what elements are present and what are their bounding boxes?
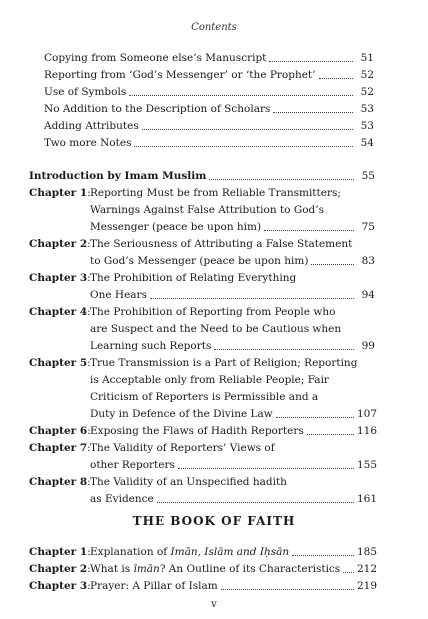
toc-page-number: 51	[360, 52, 374, 64]
toc-item-title: Adding Attributes	[44, 120, 139, 132]
toc-page-number: 212	[357, 563, 378, 575]
dot-leader	[343, 572, 354, 573]
dot-leader	[311, 264, 354, 265]
dot-leader	[273, 112, 353, 113]
toc-item-title: Introduction by Imam Muslim	[29, 170, 207, 182]
toc-item-two-notes[interactable]	[44, 137, 374, 150]
toc-item-title: Copying from Someone else’s Manuscript	[44, 52, 267, 64]
faith-chapter-3[interactable]: Prayer: A Pillar of Islam 219	[90, 580, 378, 592]
chapter-label: Chapter 1:	[29, 546, 91, 558]
toc-page-number: 83	[361, 255, 375, 267]
toc-introduction[interactable]	[29, 170, 375, 183]
dot-leader	[129, 95, 353, 96]
toc-page-number: 185	[357, 546, 378, 558]
chapter-6-line-1[interactable]: Exposing the Flaws of Hadith Reporters 116	[90, 425, 378, 437]
chapter-7-line-1[interactable]: The Validity of Reporters’ Views of	[90, 442, 275, 454]
toc-page-number: 116	[357, 425, 378, 437]
dot-leader	[276, 417, 354, 418]
chapter-label: Chapter 4:	[29, 306, 91, 318]
chapter-7-line-2[interactable]: other Reporters 155	[90, 459, 378, 471]
chapter-1-line-1[interactable]: Reporting Must be from Reliable Transmitters;	[90, 187, 341, 199]
toc-item-copying[interactable]	[44, 52, 374, 65]
chapter-1-line-3[interactable]: Messenger (peace be upon him) 75	[90, 221, 375, 233]
dot-leader	[134, 146, 353, 147]
running-head: Contents	[191, 22, 237, 33]
toc-item-title: Reporting from ‘God’s Messenger’ or ‘the Prophet’	[44, 69, 316, 81]
toc-item-title: Two more Notes	[44, 137, 132, 149]
toc-item-title: Use of Symbols	[44, 86, 127, 98]
page-folio: v	[211, 599, 217, 610]
chapter-5-line-1[interactable]: True Transmission is a Part of Religion; Reporting	[90, 357, 358, 369]
toc-item-reporting-messenger[interactable]	[44, 69, 374, 82]
dot-leader	[269, 61, 353, 62]
chapter-5-line-3[interactable]: Criticism of Reporters is Permissible and a	[90, 391, 319, 403]
chapter-label: Chapter 3:	[29, 580, 91, 592]
faith-chapter-1[interactable]: Explanation of Imān, Islām and Iḥsān 185	[90, 546, 378, 558]
toc-page-number: 75	[361, 221, 375, 233]
dot-leader	[157, 502, 354, 503]
toc-item-symbols[interactable]	[44, 86, 374, 99]
section-heading-book-of-faith: THE BOOK OF FAITH	[132, 514, 296, 528]
toc-page-number: 219	[357, 580, 378, 592]
chapter-4-line-1[interactable]: The Prohibition of Reporting from People who	[90, 306, 336, 318]
chapter-label: Chapter 5:	[29, 357, 91, 369]
toc-page-number: 54	[360, 137, 374, 149]
chapter-label: Chapter 3:	[29, 272, 91, 284]
chapter-3-line-2[interactable]: One Hears 94	[90, 289, 375, 301]
chapter-label: Chapter 7:	[29, 442, 91, 454]
dot-leader	[209, 179, 354, 180]
faith-chapter-2[interactable]: What is īmān? An Outline of its Characteristics 212	[90, 563, 378, 575]
toc-page-number: 107	[357, 408, 378, 420]
chapter-5-line-4[interactable]: Duty in Defence of the Divine Law 107	[90, 408, 378, 420]
dot-leader	[221, 589, 354, 590]
toc-page-number: 99	[361, 340, 375, 352]
chapter-2-line-2[interactable]: to God’s Messenger (peace be upon him) 83	[90, 255, 375, 267]
dot-leader	[150, 298, 354, 299]
chapter-4-line-2[interactable]: are Suspect and the Need to be Cautious when	[90, 323, 342, 335]
chapter-1-line-2[interactable]: Warnings Against False Attribution to God’s	[90, 204, 324, 216]
chapter-4-line-3[interactable]: Learning such Reports 99	[90, 340, 375, 352]
chapter-5-line-2[interactable]: is Acceptable only from Reliable People; Fair	[90, 374, 329, 386]
toc-page-number: 161	[357, 493, 378, 505]
toc-page-number: 55	[361, 170, 375, 182]
dot-leader	[264, 230, 354, 231]
chapter-8-line-2[interactable]: as Evidence 161	[90, 493, 378, 505]
toc-item-title: No Addition to the Description of Scholars	[44, 103, 271, 115]
chapter-label: Chapter 8:	[29, 476, 91, 488]
chapter-3-line-1[interactable]: The Prohibition of Relating Everything	[90, 272, 297, 284]
toc-page-number: 52	[360, 86, 374, 98]
toc-item-adding-attributes[interactable]	[44, 120, 374, 133]
dot-leader	[178, 468, 354, 469]
dot-leader	[307, 434, 354, 435]
chapter-8-line-1[interactable]: The Validity of an Unspecified hadith	[90, 476, 287, 488]
dot-leader	[214, 349, 354, 350]
chapter-label: Chapter 6:	[29, 425, 91, 437]
toc-item-no-addition[interactable]	[44, 103, 374, 116]
dot-leader	[319, 78, 354, 79]
dot-leader	[142, 129, 353, 130]
toc-page-number: 53	[360, 103, 374, 115]
chapter-label: Chapter 2:	[29, 238, 91, 250]
toc-page-number: 94	[361, 289, 375, 301]
toc-page-number: 53	[360, 120, 374, 132]
dot-leader	[292, 555, 354, 556]
toc-page-number: 52	[360, 69, 374, 81]
chapter-label: Chapter 1:	[29, 187, 91, 199]
toc-page-number: 155	[357, 459, 378, 471]
chapter-2-line-1[interactable]: The Seriousness of Attributing a False Statement	[90, 238, 353, 250]
chapter-label: Chapter 2:	[29, 563, 91, 575]
